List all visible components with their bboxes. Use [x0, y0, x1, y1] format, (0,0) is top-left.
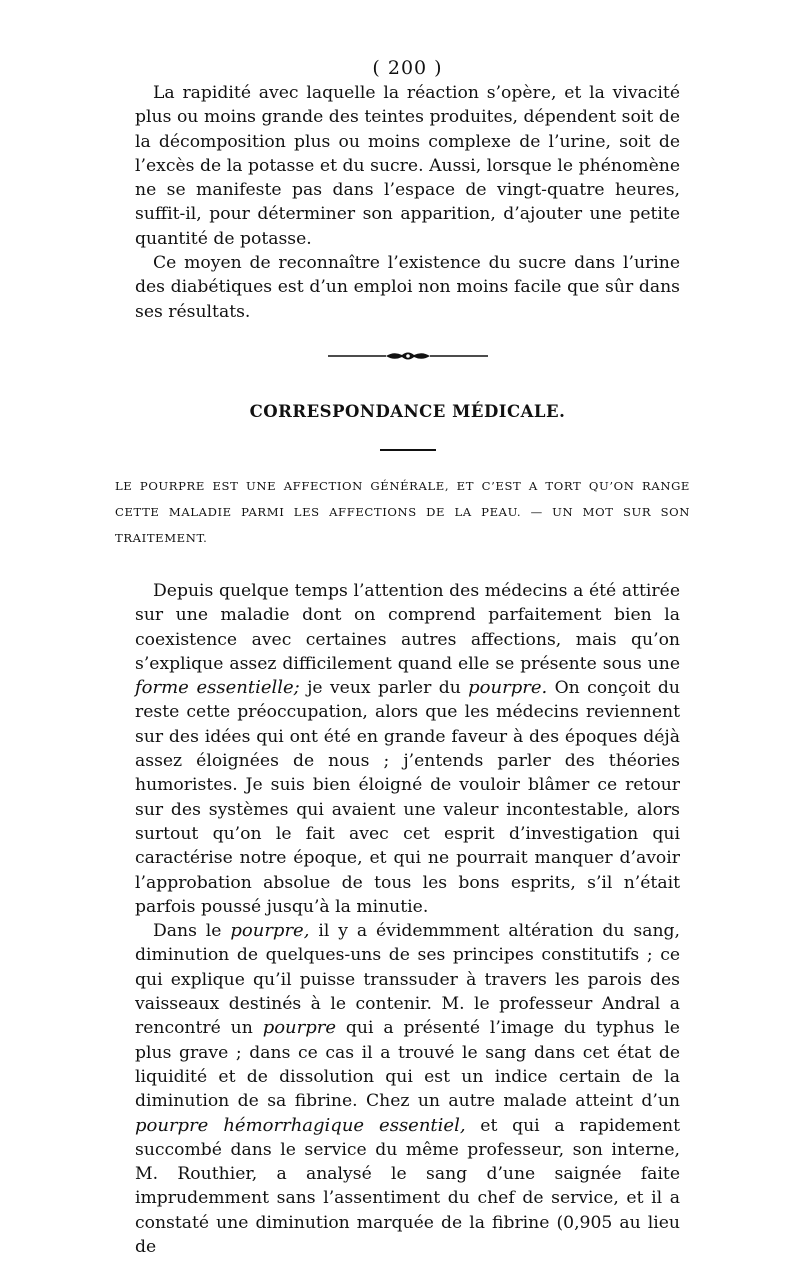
italic-term: pourpre hémorrhagique essentiel, [135, 1114, 466, 1136]
italic-term: pourpre. [468, 677, 548, 699]
italic-term: pourpre [262, 1017, 337, 1039]
ornament-divider-icon [328, 346, 488, 366]
italic-term: forme essentielle; [135, 677, 300, 699]
text-run: On conçoit du reste cette préoccupation, alors que les médecins reviennent sur des idées qui ont été en grande faveur à des époques déjà assez éloignées de nous ; j’entends parler des théories humoristes. Je suis bien éloigné de vouloir blâmer ce retour sur des systèmes qui avaient une valeur incontestable, alors surtout qu’on le fait avec cet esprit d’investigation qui caractérise notre époque, et qui ne pourrait manquer d’avoir l’approbation absolue de tous les bons esprits, s’il n’était parfois poussé jusqu’à la minutie. [135, 678, 680, 917]
page-number: ( 200 ) [372, 57, 443, 79]
paragraph-reaction: La rapidité avec laquelle la réaction s’opère, et la vivacité plus ou moins grande des teintes produites, dépendent soit de la décomposition plus ou moins complexe de l’urine, soit de l’excès de la potasse et du sucre. Aussi, lorsque le phénomène ne se manifeste pas dans l’espace de vingt-quatre heures, suffit-il, pour déterminer son apparition, d’ajouter une petite quantité de potasse. [135, 83, 680, 249]
italic-term: pourpre, [230, 920, 310, 942]
title-rule [380, 449, 436, 451]
text-run: Depuis quelque temps l’attention des médecins a été attirée sur une maladie dont on comprend parfaitement bien la coexistence avec certaines autres affections, mais qu’on s’explique assez difficilement quand elle se présente sous une [135, 580, 680, 674]
book-page [115, 55, 690, 1259]
text-run: Dans le [153, 921, 231, 942]
paragraph-diabetes: Ce moyen de reconnaître l’existence du sucre dans l’urine des diabétiques est d’un emploi non moins facile que sûr dans ses résultats. [135, 253, 680, 322]
text-run: je veux parler du [299, 678, 469, 699]
paragraph-pourpre-intro [135, 579, 680, 919]
section-title: CORRESPONDANCE MÉDICALE. [249, 401, 566, 421]
paragraph-pourpre-sang [135, 919, 680, 1259]
text-run: qui a présenté l’image du typhus le plus grave ; dans ce cas il a trouvé le sang dans cet état de liquidité et de dissolution qui est un indice certain de la diminution de sa fibrine. Chez un autre malade atteint d’un [135, 1018, 680, 1112]
text-run: et qui a rapidement succombé dans le service du même professeur, son interne, M. Routhier, a analysé le sang d’une saignée faite imprudemment sans l’assentiment du chef de service, et il a constaté une diminution marquée de la fibrine (0,905 au lieu de [135, 1115, 680, 1257]
article-subheading: LE POURPRE EST UNE AFFECTION GÉNÉRALE, ET C’EST A TORT QU’ON RANGE CETTE MALADIE PARMI LES AFFECTIONS DE LA PEAU. — UN MOT SUR SON TRAITEMENT. [115, 478, 690, 545]
text-run: il y a évidemmment altération du sang, diminution de quelques-uns de ses principes constitutifs ; ce qui explique qu’il puisse transsuder à travers les parois des vaisseaux destinés à le contenir. M. le professeur Andral a rencontré un [135, 921, 680, 1039]
article-body [135, 579, 680, 1259]
